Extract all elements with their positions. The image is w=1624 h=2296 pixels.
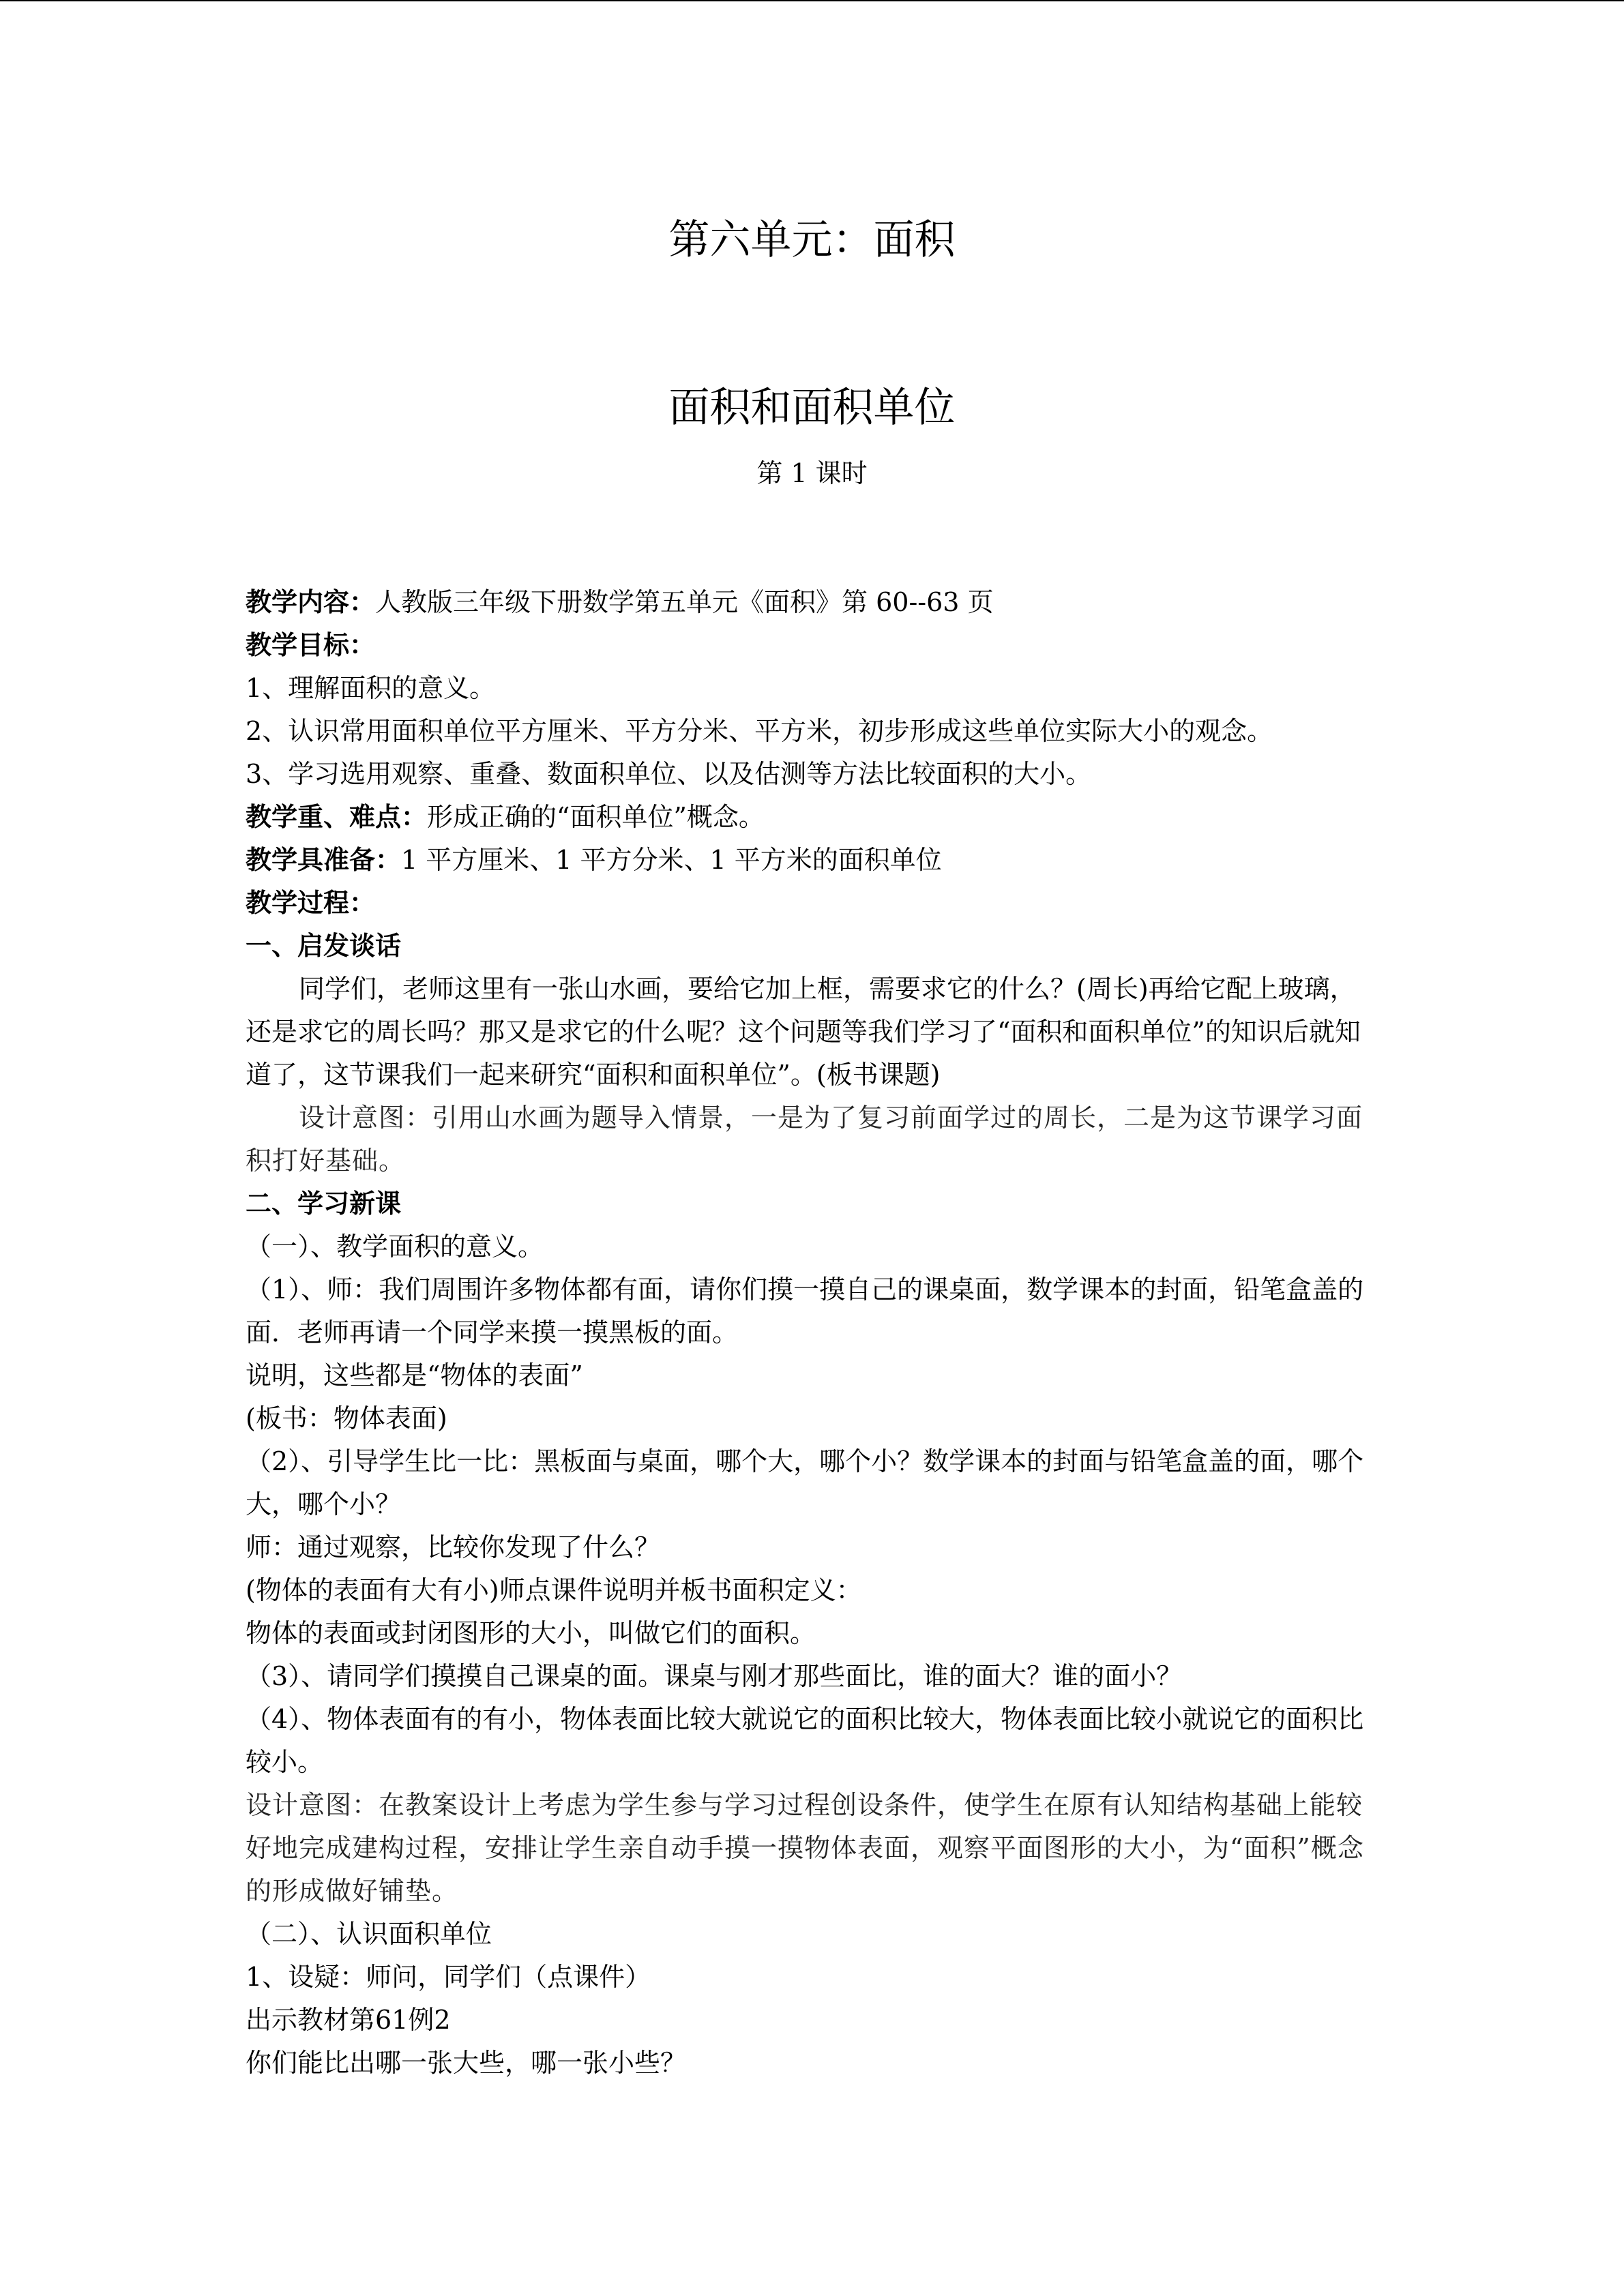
teaching-aids [246,839,1381,882]
area-definition: 物体的表面或封闭图形的大小，叫做它们的面积。 [246,1618,816,1648]
subsection-heading: （二）、认识面积单位 [246,1919,492,1949]
teaching-goals-label: 教学目标： [246,630,376,660]
section-heading: 二、学习新课 [246,1189,402,1219]
step-paragraph: （2）、引导学生比一比：黑板面与桌面，哪个大，哪个小？数学课本的封面与铅笔盒盖的面，哪个大，哪个小？ [246,1446,1364,1519]
teaching-aids-label: 教学具准备： [246,845,402,875]
text-line: 你们能比出哪一张大些，哪一张小些？ [246,2048,687,2078]
step-paragraph: （4）、物体表面有的有小，物体表面比较大就说它的面积比较大，物体表面比较小就说它的面积比较小。 [246,1704,1364,1777]
goal-item: 1、理解面积的意义。 [246,673,496,703]
lesson-title: 面积和面积单位 [668,384,956,432]
text-line: 1、设疑：师问，同学们（点课件） [246,1962,651,1992]
goal-item: 3、学习选用观察、重叠、数面积单位、以及估测等方法比较面积的大小。 [246,759,1092,789]
teaching-process-label: 教学过程： [246,888,376,918]
lesson-period: 第 1 课时 [756,458,868,488]
goal-item: 2、认识常用面积单位平方厘米、平方分米、平方米，初步形成这些单位实际大小的观念。 [246,716,1273,746]
key-points [246,796,1381,839]
step-paragraph: （1）、师：我们周围许多物体都有面，请你们摸一摸自己的课桌面，数学课本的封面，铅笔盒盖的面．老师再请一个同学来摸一摸黑板的面。 [246,1274,1364,1347]
lesson-body [246,581,1381,2085]
step-paragraph: （3）、请同学们摸摸自己课桌的面。课桌与刚才那些面比，谁的面大？谁的面小？ [246,1661,1183,1691]
key-points-label: 教学重、难点： [246,802,428,832]
section-heading: 一、启发谈话 [246,931,402,961]
text-line: 师：通过观察，比较你发现了什么？ [246,1532,661,1562]
text-line: 出示教材第61例2 [246,2005,451,2035]
key-points-text: 形成正确的“面积单位”概念。 [427,802,765,832]
design-intent-note: 设计意图：引用山水画为题导入情景，一是为了复习前面学过的周长，二是为这节课学习面积打好基础。 [246,1103,1363,1176]
subsection-heading: （一）、教学面积的意义。 [246,1232,544,1262]
section1-paragraph: 同学们，老师这里有一张山水画，要给它加上框，需要求它的什么？(周长)再给它配上玻璃，还是求它的周长吗？那又是求它的什么呢？这个问题等我们学习了“面积和面积单位”的知识后就知道了，这节课我们一起来研究“面积和面积单位”。(板书课题) [246,974,1361,1090]
text-line: (物体的表面有大有小)师点课件说明并板书面积定义： [246,1575,862,1605]
teaching-content-text: 人教版三年级下册数学第五单元《面积》第 60--63 页 [375,587,994,617]
design-intent-note: 设计意图：在教案设计上考虑为学生参与学习过程创设条件，使学生在原有认知结构基础上能较好地完成建构过程，安排让学生亲自动手摸一摸物体表面，观察平面图形的大小，为“面积”概念的形成做好铺垫。 [246,1790,1364,1906]
board-note: (板书：物体表面) [246,1403,447,1433]
text-line: 说明，这些都是“物体的表面” [246,1360,583,1390]
teaching-content-label: 教学内容： [246,587,376,617]
teaching-aids-text: 1 平方厘米、1 平方分米、1 平方米的面积单位 [401,845,942,875]
unit-title: 第六单元：面积 [668,216,956,264]
teaching-content [246,581,1381,624]
